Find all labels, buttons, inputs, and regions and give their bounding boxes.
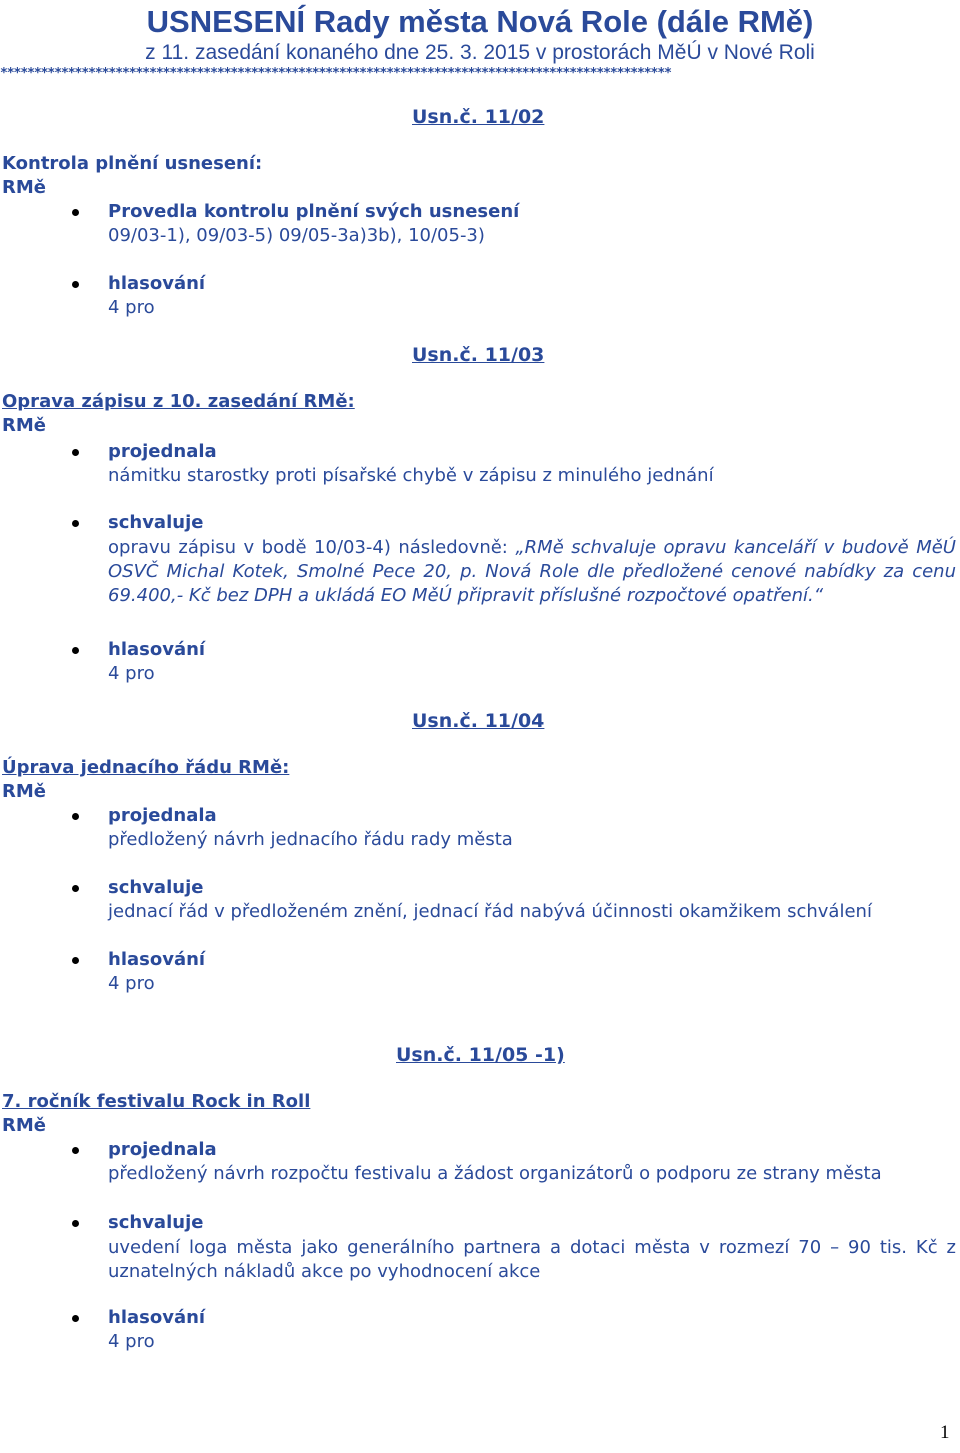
vote-label: hlasování <box>108 273 206 294</box>
separator-line: *************************************************************************************************** <box>0 66 671 81</box>
action-text: námitku starostky proti písařské chybě v zápisu z minulého jednání <box>108 465 714 486</box>
document-subtitle: z 11. zasedání konaného dne 25. 3. 2015 v prostorách MěÚ v Nové Roli <box>145 41 815 64</box>
vote-result: 4 pro <box>108 973 155 994</box>
vote-label: hlasování <box>108 639 206 660</box>
resolution-number: Usn.č. 11/03 <box>412 344 545 366</box>
action-text <box>108 536 956 608</box>
section-heading: 7. ročník festivalu Rock in Roll <box>2 1091 311 1112</box>
bullet <box>72 520 79 527</box>
vote-result: 4 pro <box>108 663 155 684</box>
body-label: RMě <box>2 415 46 436</box>
vote-label: hlasování <box>108 1307 206 1328</box>
vote-label: hlasování <box>108 949 206 970</box>
bullet <box>72 209 79 216</box>
resolution-number: Usn.č. 11/02 <box>412 106 545 128</box>
bullet <box>72 957 79 964</box>
section-heading: Oprava zápisu z 10. zasedání RMě: <box>2 391 355 412</box>
bullet <box>72 281 79 288</box>
section-heading: Kontrola plnění usnesení: <box>2 153 263 174</box>
section-heading: Úprava jednacího řádu RMě: <box>2 757 290 778</box>
action-text: uvedení loga města jako generálního partnera a dotaci města v rozmezí 70 – 90 tis. Kč z uznatelných nákladů akce po vyhodnocení akce <box>108 1237 956 1282</box>
action-text: předložený návrh jednacího řádu rady města <box>108 829 513 850</box>
resolution-number: Usn.č. 11/05 -1) <box>396 1044 565 1066</box>
action-text-italic: „RMě schvaluje opravu kanceláří v budově MěÚ OSVČ Michal Kotek, Smolné Pece 20, p. Nová Role dle předložené cenové nabídky za cenu 69.400,- Kč bez DPH a ukládá EO MěÚ připravit příslušné rozpočtové opatření.“ <box>108 537 956 606</box>
bullet <box>72 813 79 820</box>
action-label: projednala <box>108 441 217 462</box>
action-text: předložený návrh rozpočtu festivalu a žádost organizátorů o podporu ze strany města <box>108 1163 882 1184</box>
bullet <box>72 1147 79 1154</box>
bullet <box>72 647 79 654</box>
bullet <box>72 1315 79 1322</box>
vote-result: 4 pro <box>108 1331 155 1352</box>
page-number: 1 <box>940 1422 950 1443</box>
action-label: projednala <box>108 1139 217 1160</box>
bullet <box>72 885 79 892</box>
action-label: Provedla kontrolu plnění svých usnesení <box>108 201 520 222</box>
document-title: USNESENÍ Rady města Nová Role (dále RMě) <box>146 4 814 39</box>
action-label: schvaluje <box>108 512 204 533</box>
action-label: schvaluje <box>108 877 204 898</box>
action-text: 09/03-1), 09/03-5) 09/05-3a)3b), 10/05-3) <box>108 225 485 246</box>
action-text-plain: opravu zápisu v bodě 10/03-4) následovně: <box>108 537 516 558</box>
action-label: schvaluje <box>108 1212 204 1233</box>
body-label: RMě <box>2 781 46 802</box>
vote-result: 4 pro <box>108 297 155 318</box>
resolution-number: Usn.č. 11/04 <box>412 710 545 732</box>
bullet <box>72 1220 79 1227</box>
action-label: projednala <box>108 805 217 826</box>
body-label: RMě <box>2 1115 46 1136</box>
action-text: jednací řád v předloženém znění, jednací řád nabývá účinnosti okamžikem schválení <box>108 901 872 922</box>
bullet <box>72 449 79 456</box>
body-label: RMě <box>2 177 46 198</box>
